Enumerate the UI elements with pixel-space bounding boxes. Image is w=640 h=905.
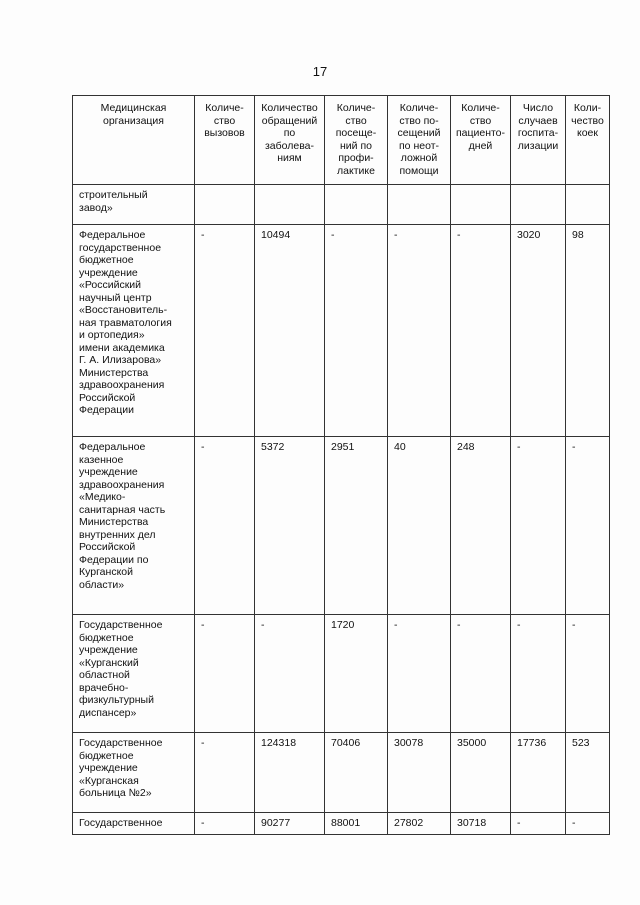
header-beds: Коли- чество коек	[566, 96, 610, 185]
table-header-row	[73, 96, 610, 185]
cell-hospitalizations: 3020	[511, 225, 566, 437]
cell-urgent	[388, 185, 451, 225]
cell-beds: 98	[566, 225, 610, 437]
cell-urgent: 27802	[388, 813, 451, 835]
cell-appeals: 5372	[255, 437, 325, 615]
cell-hospitalizations: -	[511, 615, 566, 733]
cell-calls	[195, 185, 255, 225]
cell-prevention	[325, 185, 388, 225]
cell-hospitalizations: 17736	[511, 733, 566, 813]
cell-appeals: 10494	[255, 225, 325, 437]
cell-organization: Федеральное казенное учреждение здравоохранения «Медико- санитарная часть Министерства внутренних дел Российской Федерации по Курганской области»	[73, 437, 195, 615]
page-number: 17	[312, 64, 328, 79]
cell-prevention: 70406	[325, 733, 388, 813]
header-organization: Медицинская организация	[73, 96, 195, 185]
cell-prevention: 2951	[325, 437, 388, 615]
cell-hospitalizations: -	[511, 813, 566, 835]
cell-prevention: 1720	[325, 615, 388, 733]
header-urgent-visits: Количе- ство по- сещений по неот- ложной помощи	[388, 96, 451, 185]
cell-calls: -	[195, 225, 255, 437]
cell-urgent: 30078	[388, 733, 451, 813]
data-table	[72, 95, 610, 835]
cell-beds	[566, 185, 610, 225]
cell-patient-days: -	[451, 225, 511, 437]
cell-calls: -	[195, 437, 255, 615]
header-calls: Количе- ство вызовов	[195, 96, 255, 185]
cell-patient-days: 248	[451, 437, 511, 615]
cell-patient-days	[451, 185, 511, 225]
table-row	[73, 185, 610, 225]
cell-beds: -	[566, 813, 610, 835]
cell-organization: Государственное	[73, 813, 195, 835]
header-appeals: Количество обращений по заболева- ниям	[255, 96, 325, 185]
cell-organization: Государственное бюджетное учреждение «Курганский областной врачебно- физкультурный диспансер»	[73, 615, 195, 733]
cell-calls: -	[195, 813, 255, 835]
cell-beds: -	[566, 615, 610, 733]
table-row	[73, 225, 610, 437]
cell-patient-days: -	[451, 615, 511, 733]
table-row	[73, 615, 610, 733]
cell-appeals: -	[255, 615, 325, 733]
cell-urgent: 40	[388, 437, 451, 615]
table-row	[73, 733, 610, 813]
cell-urgent: -	[388, 615, 451, 733]
cell-organization: строительный завод»	[73, 185, 195, 225]
cell-hospitalizations	[511, 185, 566, 225]
cell-appeals: 124318	[255, 733, 325, 813]
table-row	[73, 813, 610, 835]
cell-hospitalizations: -	[511, 437, 566, 615]
header-hospitalizations: Число случаев госпита- лизации	[511, 96, 566, 185]
table-row	[73, 437, 610, 615]
cell-calls: -	[195, 615, 255, 733]
cell-appeals: 90277	[255, 813, 325, 835]
cell-patient-days: 35000	[451, 733, 511, 813]
cell-appeals	[255, 185, 325, 225]
cell-calls: -	[195, 733, 255, 813]
cell-organization: Федеральное государственное бюджетное учреждение «Российский научный центр «Восстановитель- ная травматология и ортопедия» имени академика Г. А. Илизарова» Министерства здравоохранения Российской Федерации	[73, 225, 195, 437]
cell-organization: Государственное бюджетное учреждение «Курганская больница №2»	[73, 733, 195, 813]
cell-beds: 523	[566, 733, 610, 813]
cell-urgent: -	[388, 225, 451, 437]
header-patient-days: Количе- ство пациенто- дней	[451, 96, 511, 185]
cell-prevention: -	[325, 225, 388, 437]
cell-patient-days: 30718	[451, 813, 511, 835]
header-prevention-visits: Количе- ство посеще- ний по профи- лактике	[325, 96, 388, 185]
cell-prevention: 88001	[325, 813, 388, 835]
cell-beds: -	[566, 437, 610, 615]
